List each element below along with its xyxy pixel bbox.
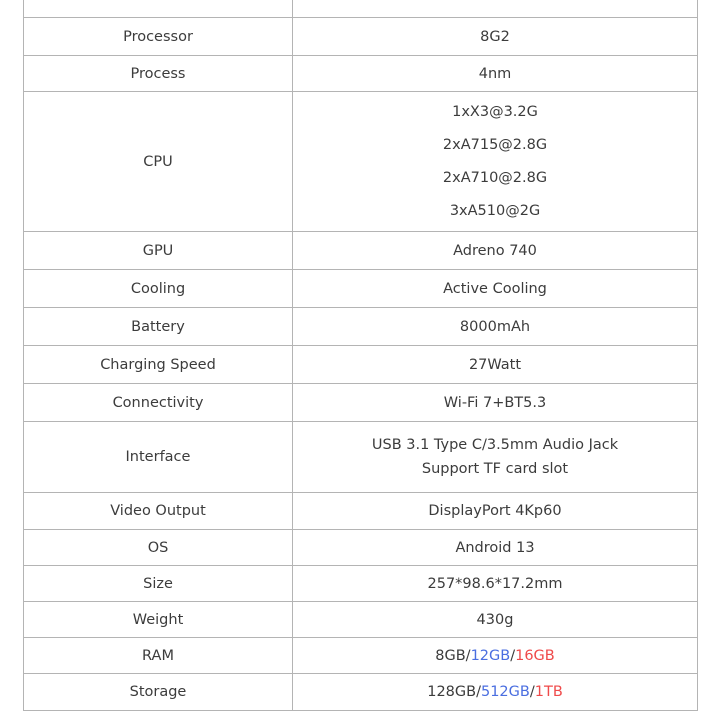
table-row — [24, 493, 698, 530]
cpu-core-line: 2xA715@2.8G — [442, 136, 548, 153]
spec-value-process: 4nm — [293, 56, 698, 92]
ram-option-mid: 12GB — [470, 647, 511, 664]
spec-label-cooling: Cooling — [24, 270, 293, 308]
cpu-core-line: 3xA510@2G — [449, 202, 541, 219]
spec-label-processor: Processor — [24, 18, 293, 56]
spec-label-cut — [24, 0, 293, 18]
storage-option-mid: 512GB — [480, 684, 530, 700]
spec-label-interface: Interface — [24, 422, 293, 493]
storage-separator: / — [476, 684, 481, 700]
spec-value-battery: 8000mAh — [293, 308, 698, 346]
spec-value-gpu: Adreno 740 — [293, 232, 698, 270]
table-row — [24, 638, 698, 674]
spec-label-size: Size — [24, 566, 293, 602]
spec-label-connectivity: Connectivity — [24, 384, 293, 422]
spec-value-processor: 8G2 — [293, 18, 698, 56]
spec-value-connectivity: Wi-Fi 7+BT5.3 — [293, 384, 698, 422]
ram-separator: / — [510, 647, 516, 664]
spec-value-os: Android 13 — [293, 530, 698, 566]
storage-option-top: 1TB — [534, 684, 563, 700]
spec-label-gpu: GPU — [24, 232, 293, 270]
spec-value-weight: 430g — [293, 602, 698, 638]
spec-value-cpu — [293, 92, 698, 232]
interface-line: Support TF card slot — [421, 461, 569, 477]
spec-value-storage — [293, 674, 698, 711]
spec-label-weight: Weight — [24, 602, 293, 638]
spec-label-video-output: Video Output — [24, 493, 293, 530]
cpu-core-line: 2xA710@2.8G — [442, 169, 548, 186]
spec-value-cut — [293, 0, 698, 18]
spec-value-interface — [293, 422, 698, 493]
spec-table — [23, 0, 698, 711]
ram-option-top: 16GB — [515, 647, 555, 664]
table-row — [24, 530, 698, 566]
spec-value-charging-speed: 27Watt — [293, 346, 698, 384]
table-row — [24, 674, 698, 711]
spec-label-ram: RAM — [24, 638, 293, 674]
table-row — [24, 0, 698, 18]
table-row — [24, 56, 698, 92]
spec-value-ram — [293, 638, 698, 674]
table-row — [24, 18, 698, 56]
spec-label-storage: Storage — [24, 674, 293, 711]
storage-separator: / — [529, 684, 535, 700]
spec-label-cpu: CPU — [24, 92, 293, 232]
table-row — [24, 566, 698, 602]
table-row — [24, 384, 698, 422]
table-row — [24, 308, 698, 346]
storage-option-base: 128GB — [427, 684, 477, 700]
spec-value-cooling: Active Cooling — [293, 270, 698, 308]
table-row — [24, 602, 698, 638]
ram-separator: / — [465, 647, 471, 664]
spec-label-charging-speed: Charging Speed — [24, 346, 293, 384]
spec-label-os: OS — [24, 530, 293, 566]
spec-value-size: 257*98.6*17.2mm — [293, 566, 698, 602]
cpu-core-line: 1xX3@3.2G — [452, 103, 538, 120]
table-row — [24, 92, 698, 232]
table-row — [24, 346, 698, 384]
spec-label-process: Process — [24, 56, 293, 92]
table-row — [24, 270, 698, 308]
spec-value-video-output: DisplayPort 4Kp60 — [293, 493, 698, 530]
table-row — [24, 232, 698, 270]
table-row — [24, 422, 698, 493]
ram-option-base: 8GB — [435, 647, 466, 664]
spec-label-battery: Battery — [24, 308, 293, 346]
interface-line: USB 3.1 Type C/3.5mm Audio Jack — [371, 437, 619, 453]
